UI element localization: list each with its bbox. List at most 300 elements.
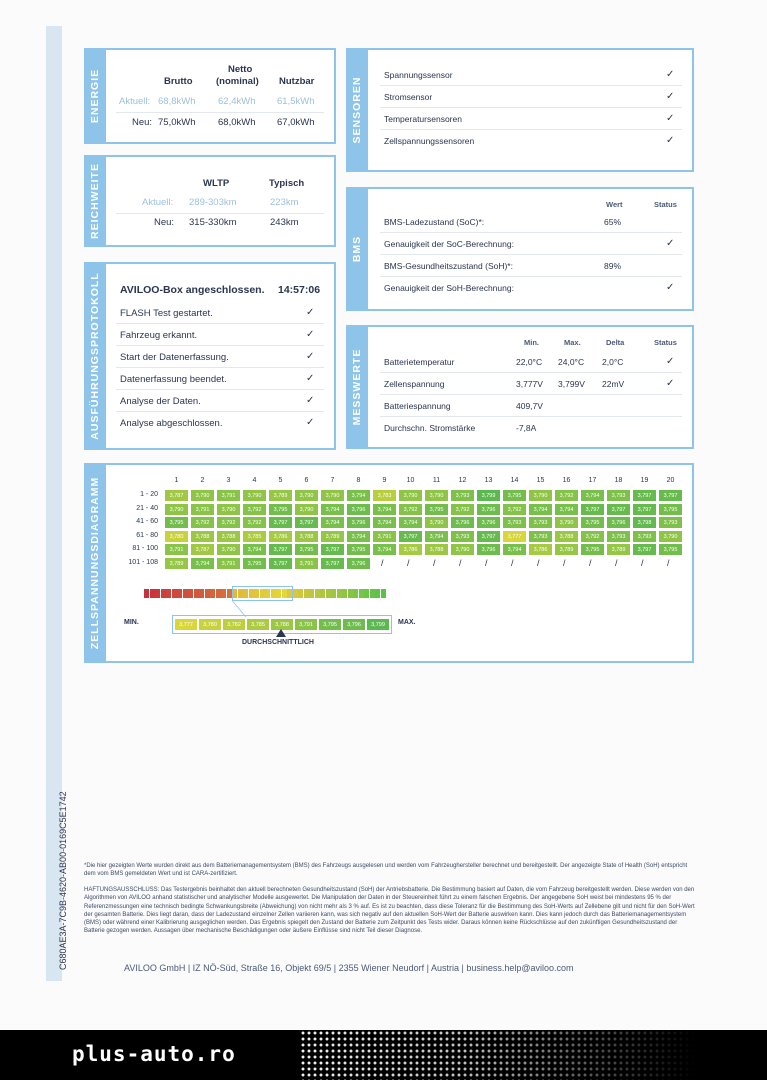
row-divider <box>380 416 682 417</box>
cell-voltage: 3,793 <box>606 530 631 543</box>
sensoren-title: SENSOREN <box>351 76 363 144</box>
messwert-max: 24,0°C <box>558 357 585 367</box>
average-label: DURCHSCHNITTLICH <box>242 639 314 646</box>
cell-voltage: 3,795 <box>346 543 371 556</box>
column-number: 11 <box>432 477 441 484</box>
aktuell-brutto: 68,8kWh <box>158 96 196 107</box>
scale-segment <box>309 589 314 598</box>
reichweite-panel <box>84 155 336 247</box>
row-divider <box>116 323 324 324</box>
row-label: 1 - 20 <box>140 491 158 498</box>
cell-voltage: 3,790 <box>164 503 189 516</box>
protokoll-header: AVILOO-Box angeschlossen. <box>120 284 265 296</box>
cell-voltage: 3,788 <box>216 530 241 543</box>
row-divider <box>380 394 682 395</box>
scale-segment <box>227 589 232 598</box>
scale-segment <box>337 589 342 598</box>
aktuell-nutzbar: 61,5kWh <box>277 96 315 107</box>
scale-segment <box>331 589 336 598</box>
bms-panel <box>346 187 694 311</box>
cell-voltage: 3,795 <box>502 489 527 502</box>
row-divider <box>116 411 324 412</box>
cell-voltage: 3,796 <box>476 516 501 529</box>
column-number: 13 <box>484 477 493 484</box>
column-number: 4 <box>252 477 257 484</box>
neu-brutto: 75,0kWh <box>158 117 196 128</box>
cell-voltage: 3,794 <box>372 516 397 529</box>
cell-voltage: 3,790 <box>424 489 449 502</box>
aktuell-netto: 62,4kWh <box>218 96 256 107</box>
row-divider <box>116 367 324 368</box>
row-label: 21 - 40 <box>136 504 158 512</box>
empty-cell-mark: / <box>667 557 670 568</box>
cell-voltage: 3,794 <box>372 503 397 516</box>
cell-voltage: 3,792 <box>502 503 527 516</box>
cell-voltage: 3,794 <box>242 543 267 556</box>
energie-tab <box>84 48 106 144</box>
cell-voltage: 3,790 <box>190 489 215 502</box>
cell-voltage: 3,789 <box>268 489 293 502</box>
cell-voltage: 3,795 <box>268 503 293 516</box>
check-icon: ✓ <box>666 356 675 367</box>
empty-cell-mark: / <box>485 557 488 568</box>
row-label: 41 - 60 <box>136 518 158 525</box>
bms-row-label: Genauigkeit der SoC-Berechnung: <box>384 239 514 249</box>
scale-segment <box>161 589 166 598</box>
messwert-min: 22,0°C <box>516 357 543 367</box>
cell-voltage: 3,793 <box>450 530 475 543</box>
cell-voltage: 3,795 <box>580 543 605 556</box>
row-divider <box>380 107 682 108</box>
check-icon: ✓ <box>666 378 675 389</box>
cell-voltage: 3,794 <box>502 543 527 556</box>
column-number: 7 <box>330 477 335 484</box>
cell-voltage: 3,796 <box>450 516 475 529</box>
energie-title: ENERGIE <box>89 68 101 124</box>
col-typisch: Typisch <box>269 178 305 189</box>
cell-voltage: 3,796 <box>606 516 631 529</box>
cell-voltage: 3,783 <box>372 489 397 502</box>
scale-value: 3,796 <box>342 618 366 631</box>
brand-logo: plus-auto.ro <box>72 1042 236 1066</box>
cell-voltage: 3,789 <box>320 530 345 543</box>
scale-value: 3,791 <box>294 618 318 631</box>
column-number: 17 <box>588 477 597 484</box>
cell-voltage: 3,794 <box>320 516 345 529</box>
cell-voltage: 3,790 <box>294 503 319 516</box>
cell-voltage: 3,791 <box>216 489 241 502</box>
cell-voltage: 3,790 <box>554 516 579 529</box>
zellspannung-title: ZELLSPANNUNGSDIAGRAMM <box>89 476 101 650</box>
check-icon: ✓ <box>306 417 315 428</box>
neu-label: Neu: <box>154 217 175 228</box>
scale-value: 3,777 <box>174 618 198 631</box>
check-icon: ✓ <box>306 329 315 340</box>
scale-segment <box>353 589 358 598</box>
cell-voltage: 3,794 <box>528 503 553 516</box>
check-icon: ✓ <box>306 373 315 384</box>
disclaimer: HAFTUNGSAUSSCHLUSS: Das Testergebnis beinhaltet den aktuell berechneten Gesundheitszustand (SoH) der Antriebsbatterie. Die Bestimmung basiert auf Daten, die vom Fahrzeug bereitgestellt werden. Diese werden von den Algorithmen von AVILOO anhand statistischer und analytischer Modelle ausgewertet. Die Manipulation der Daten in der Steuereinheit führt zu einem falschen Ergebnis. Der angegebene SoH weist bei mindestens 95 % der Referenzmessungen eine technisch bedingte Schwankungsbreite (Abweichung) von nicht mehr als 3 % auf. Es ist zu beachten, dass diese Toleranz für die Bestimmung des SoH-Werts auf Zellebene gilt und nicht für den SoH-Wert der gesamten Batterie. Dies liegt daran, dass der Ladezustand einzelner Zellen variieren kann, was sich negativ auf den aktuellen SoH-Wert der Batterie auswirken kann. Dies kann jedoch durch das Batteriemanagementsystem (BMS) oder während einer Kalibrierung ausgeglichen werden. Das Ergebnis spiegelt den Zustand der Batterie zum Zeitpunkt des Tests wider. Daraus können keine Rückschlüsse auf den zukünftigen Gesundheitszustand der Batterie gezogen werden. Aussagen über mechanische Beschädigungen oder äußere Einflüsse sind nicht Teil dieser Diagnose. <box>84 887 695 935</box>
scale-value: 3,795 <box>318 618 342 631</box>
cell-voltage: 3,787 <box>190 543 215 556</box>
cell-voltage: 3,797 <box>476 530 501 543</box>
cell-voltage: 3,796 <box>346 557 371 570</box>
check-icon: ✓ <box>666 69 675 80</box>
scale-segment <box>216 589 221 598</box>
check-icon: ✓ <box>666 238 675 249</box>
scale-segment <box>188 589 193 598</box>
cell-voltage: 3,797 <box>398 530 423 543</box>
cell-voltage: 3,793 <box>658 516 683 529</box>
cell-voltage: 3,795 <box>242 557 267 570</box>
row-divider <box>116 389 324 390</box>
cell-voltage: 3,793 <box>632 530 657 543</box>
bms-row-value: 89% <box>604 261 622 271</box>
cell-voltage: 3,795 <box>658 503 683 516</box>
cell-voltage: 3,777 <box>502 530 527 543</box>
empty-cell-mark: / <box>407 557 410 568</box>
cell-voltage: 3,791 <box>294 557 319 570</box>
messwert-delta: 2,0°C <box>602 357 624 367</box>
messwert-label: Durchschn. Stromstärke <box>384 423 476 433</box>
cell-voltage: 3,793 <box>528 530 553 543</box>
cell-voltage: 3,792 <box>554 489 579 502</box>
scale-segment <box>315 589 320 598</box>
energie-panel <box>84 48 336 144</box>
protokoll-step: Analyse der Daten. <box>120 396 201 407</box>
cell-voltage: 3,797 <box>658 489 683 502</box>
scale-min-label: MIN. <box>124 619 139 626</box>
cell-voltage: 3,788 <box>554 530 579 543</box>
cell-voltage: 3,789 <box>164 557 189 570</box>
cell-voltage: 3,797 <box>632 543 657 556</box>
scale-segment <box>183 589 188 598</box>
sensoren-tab <box>346 48 368 172</box>
cell-voltage: 3,790 <box>320 489 345 502</box>
col-netto: Netto <box>228 64 253 75</box>
scale-value: 3,780 <box>198 618 222 631</box>
cell-voltage: 3,790 <box>398 489 423 502</box>
column-number: 10 <box>406 477 415 484</box>
scale-segment <box>150 589 155 598</box>
cell-voltage: 3,792 <box>450 503 475 516</box>
cell-voltage: 3,788 <box>190 530 215 543</box>
scale-value: 3,799 <box>366 618 390 631</box>
col-status: Status <box>654 338 677 347</box>
messwerte-panel <box>346 325 694 449</box>
average-marker-icon <box>276 629 286 637</box>
cell-voltage: 3,794 <box>320 503 345 516</box>
scale-segment <box>326 589 331 598</box>
cell-voltage: 3,794 <box>580 489 605 502</box>
scale-segment <box>342 589 347 598</box>
neu-typisch: 243km <box>270 217 299 228</box>
cell-voltage: 3,799 <box>476 489 501 502</box>
col-nominal: (nominal) <box>216 76 259 87</box>
cell-voltage: 3,794 <box>346 530 371 543</box>
check-icon: ✓ <box>666 282 675 293</box>
cell-voltage: 3,794 <box>398 516 423 529</box>
cell-voltage: 3,790 <box>216 543 241 556</box>
cell-voltage: 3,790 <box>658 530 683 543</box>
cell-voltage: 3,791 <box>216 557 241 570</box>
cell-voltage: 3,790 <box>294 489 319 502</box>
scale-segment <box>199 589 204 598</box>
report-id: C680AE3A-7C9B-4620-AB00-0169C5E1742 <box>58 791 68 970</box>
cell-voltage: 3,793 <box>450 489 475 502</box>
row-divider <box>116 345 324 346</box>
aktuell-label: Aktuell: <box>142 197 174 208</box>
col-nutzbar: Nutzbar <box>279 76 315 87</box>
cell-voltage: 3,794 <box>372 543 397 556</box>
scale-highlight <box>232 586 293 601</box>
scale-segment <box>375 589 380 598</box>
scale-segment <box>348 589 353 598</box>
column-number: 18 <box>614 477 623 484</box>
col-brutto: Brutto <box>164 76 193 87</box>
cell-voltage: 3,795 <box>580 516 605 529</box>
scale-segment <box>359 589 364 598</box>
cell-voltage: 3,795 <box>164 516 189 529</box>
cell-voltage: 3,790 <box>528 489 553 502</box>
protokoll-title: AUSFÜHRUNGSPROTOKOLL <box>89 272 101 440</box>
column-number: 12 <box>458 477 467 484</box>
messwert-min: 409,7V <box>516 401 543 411</box>
column-number: 9 <box>382 477 387 484</box>
cell-voltage: 3,789 <box>606 543 631 556</box>
empty-cell-mark: / <box>433 557 436 568</box>
row-divider <box>380 129 682 130</box>
empty-cell-mark: / <box>641 557 644 568</box>
column-number: 5 <box>278 477 283 484</box>
scale-segment <box>304 589 309 598</box>
cell-voltage: 3,798 <box>632 516 657 529</box>
row-label: 61 - 80 <box>136 531 158 539</box>
scale-segment <box>172 589 177 598</box>
company-line: AVILOO GmbH | IZ NÖ-Süd, Straße 16, Objekt 69/5 | 2355 Wiener Neudorf | Austria | business.help@aviloo.com <box>124 963 574 973</box>
row-divider <box>380 232 682 233</box>
protokoll-step: Start der Datenerfassung. <box>120 352 229 363</box>
column-number: 8 <box>356 477 361 484</box>
scale-segment <box>364 589 369 598</box>
cell-voltage: 3,790 <box>216 503 241 516</box>
scale-segment <box>210 589 215 598</box>
scale-segment <box>320 589 325 598</box>
cell-voltage: 3,792 <box>216 516 241 529</box>
cell-voltage: 3,785 <box>242 530 267 543</box>
scale-segment <box>194 589 199 598</box>
cell-voltage: 3,796 <box>346 503 371 516</box>
column-number: 14 <box>510 477 519 484</box>
brand-bar <box>0 1030 767 1080</box>
cell-voltage: 3,797 <box>268 516 293 529</box>
scale-segment <box>205 589 210 598</box>
cell-voltage: 3,795 <box>294 543 319 556</box>
messwert-label: Batteriespannung <box>384 401 451 411</box>
scale-segment <box>221 589 226 598</box>
cell-voltage: 3,792 <box>398 503 423 516</box>
cell-voltage: 3,792 <box>580 530 605 543</box>
protokoll-tab <box>84 262 106 450</box>
reichweite-title: REICHWEITE <box>89 163 101 239</box>
bms-tab <box>346 187 368 311</box>
cell-voltage: 3,797 <box>268 557 293 570</box>
check-icon: ✓ <box>306 395 315 406</box>
cell-voltage: 3,786 <box>528 543 553 556</box>
cell-voltage: 3,791 <box>372 530 397 543</box>
scale-value: 3,788 <box>270 618 294 631</box>
messwert-label: Batterietemperatur <box>384 357 455 367</box>
column-number: 15 <box>536 477 545 484</box>
cell-voltage: 3,793 <box>502 516 527 529</box>
scale-segment <box>166 589 171 598</box>
cell-voltage: 3,792 <box>242 516 267 529</box>
check-icon: ✓ <box>666 135 675 146</box>
row-divider <box>380 85 682 86</box>
cell-voltage: 3,786 <box>268 530 293 543</box>
col-status: Status <box>654 200 677 209</box>
cell-voltage: 3,796 <box>476 503 501 516</box>
empty-cell-mark: / <box>537 557 540 568</box>
row-label: 81 - 100 <box>132 545 158 552</box>
sensor-item: Spannungssensor <box>384 70 453 80</box>
halftone-pattern <box>300 1030 767 1080</box>
cell-voltage: 3,792 <box>242 503 267 516</box>
messwert-label: Zellenspannung <box>384 379 445 389</box>
aktuell-label: Aktuell: <box>119 96 151 107</box>
messwert-max: 3,799V <box>558 379 585 389</box>
sensor-item: Zellspannungssensoren <box>384 136 475 146</box>
cell-voltage: 3,780 <box>164 530 189 543</box>
empty-cell-mark: / <box>459 557 462 568</box>
sensoren-panel <box>346 48 694 172</box>
scale-segment <box>293 589 298 598</box>
messwert-min: -7,8A <box>516 423 537 433</box>
cell-voltage: 3,789 <box>554 543 579 556</box>
cell-voltage: 3,797 <box>320 557 345 570</box>
cell-voltage: 3,794 <box>346 489 371 502</box>
col-max: Max. <box>564 338 581 347</box>
aktuell-typisch: 223km <box>270 197 299 208</box>
messwert-min: 3,777V <box>516 379 543 389</box>
col-wltp: WLTP <box>203 178 230 189</box>
sensor-item: Temperatursensoren <box>384 114 462 124</box>
cell-voltage: 3,788 <box>424 543 449 556</box>
cell-voltage: 3,787 <box>164 489 189 502</box>
cell-voltage: 3,792 <box>190 516 215 529</box>
protokoll-time: 14:57:06 <box>278 284 321 296</box>
cell-voltage: 3,794 <box>554 503 579 516</box>
neu-wltp: 315-330km <box>189 217 237 228</box>
neu-nutzbar: 67,0kWh <box>277 117 315 128</box>
col-min: Min. <box>524 338 539 347</box>
cell-voltage: 3,796 <box>346 516 371 529</box>
cell-voltage: 3,796 <box>476 543 501 556</box>
cell-voltage: 3,794 <box>190 557 215 570</box>
bms-row-label: Genauigkeit der SoH-Berechnung: <box>384 283 514 293</box>
cell-voltage: 3,795 <box>658 543 683 556</box>
scale-value: 3,782 <box>222 618 246 631</box>
cell-voltage: 3,797 <box>632 503 657 516</box>
scale-segment <box>144 589 149 598</box>
cell-voltage: 3,797 <box>580 503 605 516</box>
cell-voltage: 3,788 <box>294 530 319 543</box>
bms-row-label: BMS-Ladezustand (SoC)*: <box>384 217 485 227</box>
column-number: 1 <box>174 477 179 484</box>
check-icon: ✓ <box>666 113 675 124</box>
bms-row-label: BMS-Gesundheitszustand (SoH)*: <box>384 261 513 271</box>
row-divider <box>380 276 682 277</box>
messwerte-tab <box>346 325 368 449</box>
cell-voltage: 3,790 <box>450 543 475 556</box>
cell-voltage: 3,790 <box>424 516 449 529</box>
cell-voltage: 3,793 <box>606 489 631 502</box>
zellspannung-tab <box>84 463 106 663</box>
neu-netto: 68,0kWh <box>218 117 256 128</box>
empty-cell-mark: / <box>563 557 566 568</box>
protokoll-step: FLASH Test gestartet. <box>120 308 213 319</box>
column-number: 3 <box>226 477 231 484</box>
empty-cell-mark: / <box>511 557 514 568</box>
scale-segment <box>177 589 182 598</box>
column-number: 16 <box>562 477 571 484</box>
cell-voltage: 3,797 <box>268 543 293 556</box>
column-number: 2 <box>200 477 205 484</box>
empty-cell-mark: / <box>615 557 618 568</box>
cell-voltage: 3,791 <box>164 543 189 556</box>
col-delta: Delta <box>606 338 625 347</box>
col-wert: Wert <box>606 200 623 209</box>
footnote: *Die hier gezeigten Werte wurden direkt aus dem Batteriemanagementsystem (BMS) des Fahrzeugs ausgelesen und werden vom Fahrzeughersteller berechnet und bereitgestellt. Der angezeigte State of Health (SoH) entspricht dem vom BMS gemeldeten Wert und ist CARA-zertifiziert. <box>84 863 688 878</box>
cell-voltage: 3,793 <box>528 516 553 529</box>
row-divider <box>380 372 682 373</box>
protokoll-step: Analyse abgeschlossen. <box>120 418 223 429</box>
scale-max-label: MAX. <box>398 619 416 626</box>
scale-value: 3,785 <box>246 618 270 631</box>
empty-cell-mark: / <box>589 557 592 568</box>
column-number: 19 <box>640 477 649 484</box>
zellspannung-panel <box>84 463 694 663</box>
cell-voltage: 3,795 <box>424 503 449 516</box>
aktuell-wltp: 289-303km <box>189 197 237 208</box>
column-number: 6 <box>304 477 309 484</box>
cell-voltage: 3,791 <box>190 503 215 516</box>
neu-label: Neu: <box>132 117 153 128</box>
scale-segment <box>298 589 303 598</box>
bms-title: BMS <box>351 235 363 263</box>
bms-row-value: 65% <box>604 217 622 227</box>
sensor-item: Stromsensor <box>384 92 433 102</box>
row-divider <box>380 254 682 255</box>
cell-voltage: 3,797 <box>632 489 657 502</box>
cell-voltage: 3,797 <box>606 503 631 516</box>
empty-cell-mark: / <box>381 557 384 568</box>
messwerte-title: MESSWERTE <box>351 348 363 426</box>
check-icon: ✓ <box>306 351 315 362</box>
cell-voltage: 3,794 <box>424 530 449 543</box>
row-label: 101 - 108 <box>128 558 158 566</box>
check-icon: ✓ <box>306 307 315 318</box>
cell-voltage: 3,797 <box>320 543 345 556</box>
messwert-delta: 22mV <box>602 379 625 389</box>
scale-segment <box>370 589 375 598</box>
scale-segment <box>381 589 386 598</box>
scale-segment <box>155 589 160 598</box>
protokoll-panel <box>84 262 336 450</box>
column-number: 20 <box>666 477 675 484</box>
cell-voltage: 3,790 <box>242 489 267 502</box>
cell-voltage: 3,797 <box>294 516 319 529</box>
